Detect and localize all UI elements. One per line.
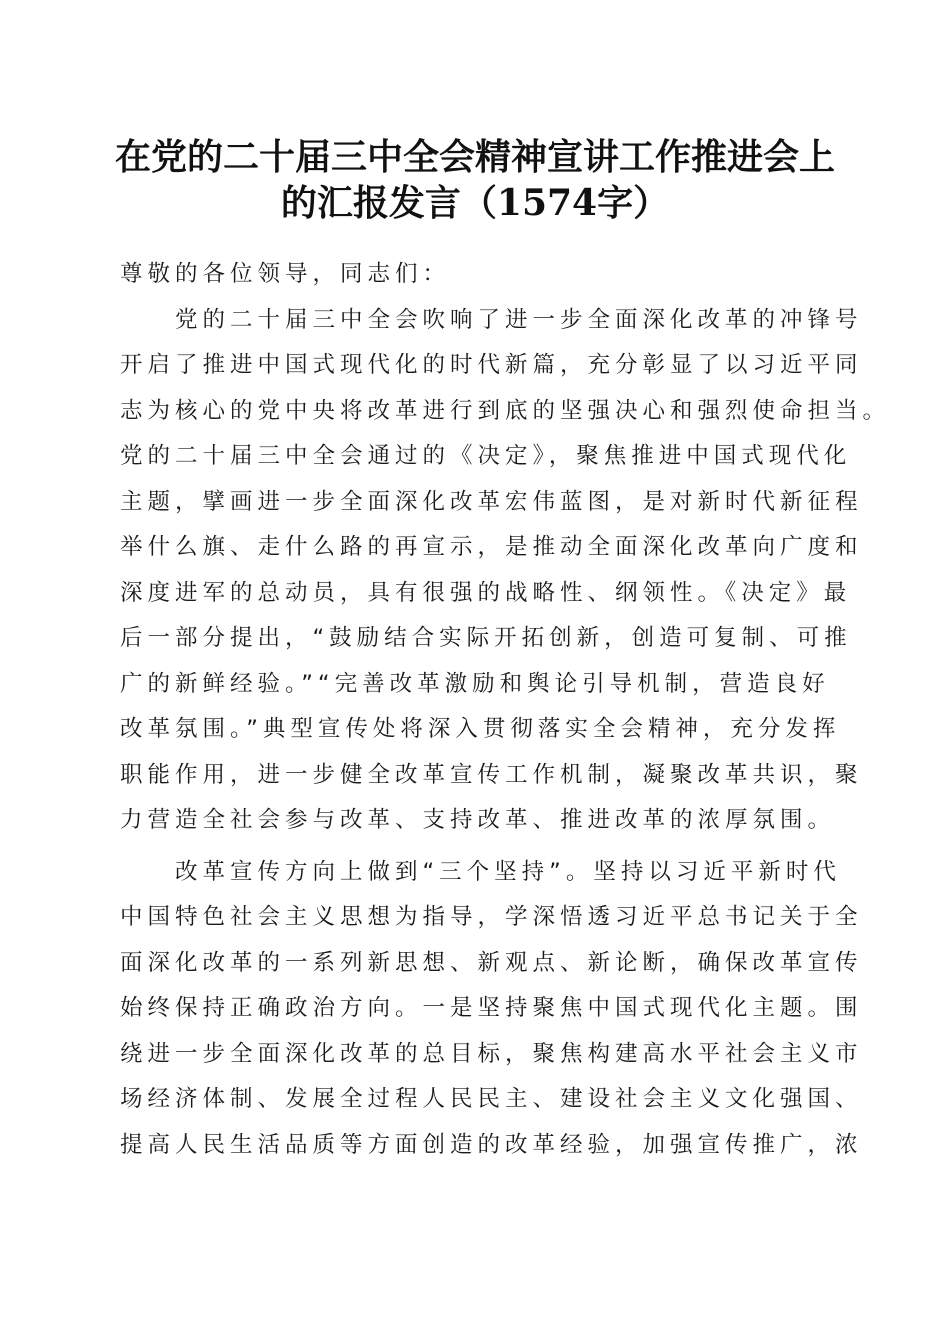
paragraph-line: 广的新鲜经验。”“完善改革激励和舆论引导机制，营造良好 [120, 670, 830, 697]
paragraph-line: 力营造全社会参与改革、支持改革、推进改革的浓厚氛围。 [120, 807, 836, 833]
paragraph-line: 党的二十届三中全会吹响了进一步全面深化改革的冲锋号 [120, 306, 863, 333]
paragraph-line: 改革宣传方向上做到“三个坚持”。坚持以习近平新时代 [120, 858, 841, 885]
paragraph-line: 面深化改革的一系列新思想、新观点、新论断，确保改革宣传 [120, 949, 863, 976]
document-title [100, 134, 850, 226]
paragraph-line: 后一部分提出，“鼓励结合实际开拓创新，创造可复制、可推 [120, 625, 852, 651]
paragraph-line: 绕进一步全面深化改革的总目标，聚焦构建高水平社会主义市 [120, 1040, 863, 1067]
paragraph-line: 深度进军的总动员，具有很强的战略性、纲领性。《决定》最 [120, 579, 852, 606]
paragraph-line: 主题，擘画进一步全面深化改革宏伟蓝图，是对新时代新征程 [120, 488, 863, 515]
paragraph-line: 党的二十届三中全会通过的《决定》，聚焦推进中国式现代化 [120, 443, 852, 469]
paragraph-line: 志为核心的党中央将改革进行到底的坚强决心和强烈使命担当。 [120, 397, 891, 424]
paragraph-line: 改革氛围。”典型宣传处将深入贯彻落实全会精神，充分发挥 [120, 716, 841, 742]
paragraph-line: 始终保持正确政治方向。一是坚持聚焦中国式现代化主题。围 [120, 995, 863, 1021]
paragraph-line: 场经济体制、发展全过程人民民主、建设社会主义文化强国、 [120, 1086, 863, 1112]
paragraph-line: 职能作用，进一步健全改革宣传工作机制，凝聚改革共识，聚 [120, 761, 863, 788]
document-body [120, 252, 891, 1168]
paragraph-line: 举什么旗、走什么路的再宣示，是推动全面深化改革向广度和 [120, 534, 863, 560]
salutation: 尊敬的各位领导，同志们： [120, 261, 451, 287]
title-line: 的汇报发言（1574字） [280, 182, 670, 224]
paragraph-line: 开启了推进中国式现代化的时代新篇，充分彰显了以习近平同 [120, 352, 863, 378]
title-line: 在党的二十届三中全会精神宣讲工作推进会上 [114, 136, 835, 178]
paragraph-line: 提高人民生活品质等方面创造的改革经验，加强宣传推广，浓 [120, 1131, 863, 1158]
paragraph-line: 中国特色社会主义思想为指导，学深悟透习近平总书记关于全 [120, 904, 863, 930]
